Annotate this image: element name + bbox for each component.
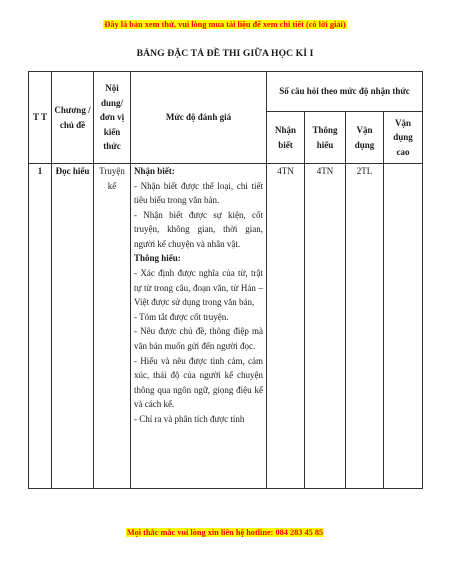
- header-question-count-group: Số câu hỏi theo mức độ nhận thức: [267, 72, 423, 112]
- row-criteria: [131, 164, 267, 489]
- hotline-text: Mọi thắc mắc vui lòng xin liên hệ hotline: 084 283 45 85: [126, 528, 324, 537]
- criteria-item: - Nhận biết được thể loại, chi tiết tiêu biểu trong văn bản.: [134, 180, 263, 206]
- count-understand: 4TN: [305, 164, 346, 489]
- specification-table: [28, 71, 423, 489]
- table-header-row: [29, 72, 423, 112]
- count-recognize: 4TN: [267, 164, 305, 489]
- header-level-apply-high: Vận dụng cao: [384, 112, 423, 164]
- preview-notice-banner: [0, 20, 450, 29]
- count-apply-high: [384, 164, 423, 489]
- criteria-heading: Thông hiểu:: [134, 253, 181, 264]
- header-level-apply: Vận dụng: [346, 112, 384, 164]
- header-level-recognize: Nhận biết: [267, 112, 305, 164]
- hotline-banner: [0, 528, 450, 537]
- criteria-item: - Hiểu và nêu được tình cảm, cảm xúc, thái độ của người kể chuyện thông qua ngôn ngữ, giọng điệu kể và cách kể.: [134, 355, 263, 410]
- criteria-heading: Nhận biết:: [134, 166, 175, 176]
- header-level-understand: Thông hiểu: [305, 112, 346, 164]
- header-tt: T T: [29, 72, 52, 164]
- criteria-item: - Tóm tắt được cốt truyện.: [134, 311, 229, 322]
- criteria-item: - Xác định được nghĩa của từ, trật tự từ trong câu, đoạn văn, từ Hán – Việt được sử dụng trong văn bản,: [134, 268, 263, 308]
- header-content: Nội dung/ đơn vị kiến thức: [94, 72, 131, 164]
- table-row: [29, 164, 423, 489]
- document-title: BẢNG ĐẶC TẢ ĐỀ THI GIỮA HỌC KÌ I: [136, 48, 314, 59]
- criteria-item: - Chỉ ra và phân tích được tính: [134, 413, 245, 424]
- row-chapter: Đọc hiểu: [52, 164, 94, 489]
- header-criteria: Mức độ đánh giá: [131, 72, 267, 164]
- header-chapter: Chương / chủ đề: [52, 72, 94, 164]
- row-tt: 1: [29, 164, 52, 489]
- row-content: Truyện kể: [94, 164, 131, 489]
- criteria-item: - Nêu được chủ đề, thông điệp mà văn bản muốn gửi đến người đọc.: [134, 326, 263, 351]
- preview-notice-text: Đây là bản xem thử, vui lòng mua tài liệu để xem chi tiết (có lời giải): [104, 20, 346, 29]
- count-apply: 2TL: [346, 164, 384, 489]
- criteria-item: - Nhận biết được sự kiện, cốt truyện, không gian, thời gian, người kể chuyện và nhân vật.: [134, 209, 263, 249]
